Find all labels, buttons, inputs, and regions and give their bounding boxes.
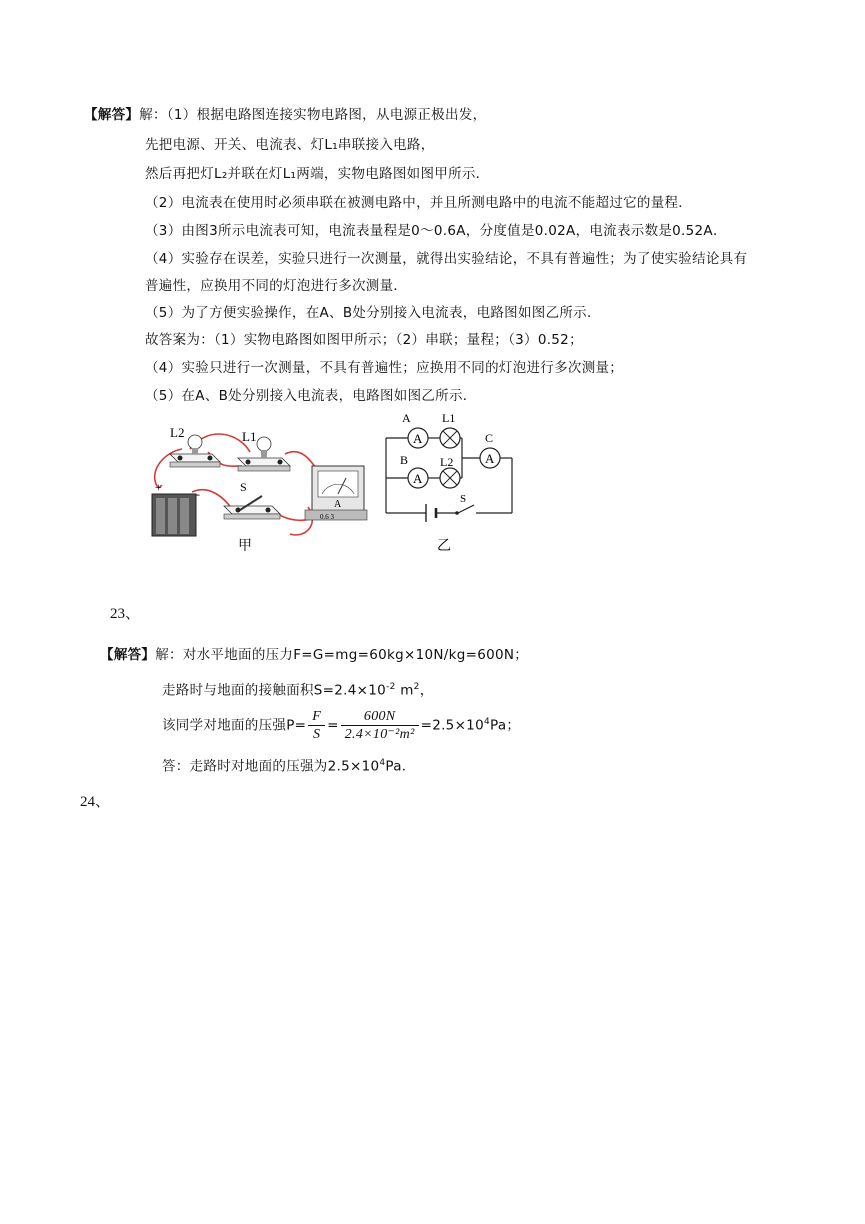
answer-line-6: （4）实验存在误差，实验只进行一次测量，就得出实验结论，不具有普遍性；为了使实验结论具有	[145, 251, 748, 267]
switch-pivot	[455, 511, 459, 515]
label-l2: L2	[170, 425, 185, 440]
answer-line-8: （5）为了方便实验操作，在A、B处分别接入电流表，电路图如图乙所示．	[145, 305, 601, 321]
label-meter-scale: 0.6 3	[320, 513, 334, 521]
label-s: S	[240, 480, 247, 494]
label-minus: -	[196, 487, 200, 501]
ammeter-b-letter: A	[413, 471, 423, 486]
label-s: S	[460, 493, 467, 505]
answer23-line-3: 该同学对地面的压强P= $\frac{F}{S}$ = $\frac{600N}{\text{2.4×10⁻²m²}}$ $=2.5\times 10^4Pa$；	[162, 709, 521, 742]
answer-line-11: （5）在A、B处分别接入电流表，电路图如图乙所示．	[145, 388, 477, 404]
figure-jia-physical-circuit	[140, 414, 372, 554]
ammeter-a-letter: A	[413, 431, 423, 446]
answer-line-4: （2）电流表在使用时必须串联在被测电路中，并且所测电路中的电流不能超过它的量程．	[145, 195, 693, 211]
battery	[152, 494, 196, 536]
fraction-f-over-s: $\frac{F}{S}$	[308, 708, 325, 743]
caption-jia: 甲	[238, 538, 252, 554]
label-l1: L1	[242, 429, 257, 444]
label-a: A	[402, 411, 411, 425]
answer-header: 【解答】	[84, 107, 140, 123]
answer23-line-4: 答：走路时对地面的压强为$2.5\times 10^4Pa$．	[162, 758, 416, 775]
label-l2: L2	[440, 455, 454, 469]
fraction-600n-over-area: $\frac{600N}{\text{2.4×10⁻²m²}}$	[341, 708, 419, 743]
label-l1: L1	[442, 411, 456, 425]
answer23-line-1: 【解答】解：对水平地面的压力F=G=mg=60kg×10N/kg=600N；	[100, 647, 529, 663]
label-plus: +	[155, 480, 162, 494]
ammeter-c-letter: A	[485, 451, 495, 466]
question-number-23: 23、	[110, 606, 141, 622]
answer-line-1: 【解答】解：（1）根据电路图连接实物电路图，从电源正极出发，	[84, 107, 487, 123]
switch	[224, 496, 280, 519]
answer-line-5: （3）由图3所示电流表可知，电流表量程是0～0.6A，分度值是0.02A，电流表示数是0.52A．	[145, 223, 727, 239]
ammeter	[305, 466, 367, 520]
answer-line-2: 先把电源、开关、电流表、灯L₁串联接入电路，	[145, 137, 435, 153]
label-c: C	[485, 431, 494, 445]
answer-line-10: （4）实验只进行一次测量，不具有普遍性；应换用不同的灯泡进行多次测量；	[145, 360, 624, 376]
answer23-header: 【解答】	[100, 647, 156, 663]
question-number-24: 24、	[80, 794, 111, 810]
answer-line-3: 然后再把灯L₂并联在灯L₁两端，实物电路图如图甲所示．	[145, 166, 490, 182]
label-b: B	[400, 453, 409, 467]
answer-line-7: 普遍性，应换用不同的灯泡进行多次测量．	[145, 278, 408, 294]
caption-yi: 乙	[437, 538, 451, 554]
answer-line-9: 故答案为：（1）实物电路图如图甲所示；（2）串联；量程；（3）0.52；	[145, 332, 583, 348]
answer23-line-2: 走路时与地面的接触面积$S=2.4\times 10^{-2}$ $m^2$，	[162, 682, 434, 699]
figure-yi-circuit-diagram	[380, 408, 520, 556]
label-meter-a: A	[334, 499, 342, 510]
